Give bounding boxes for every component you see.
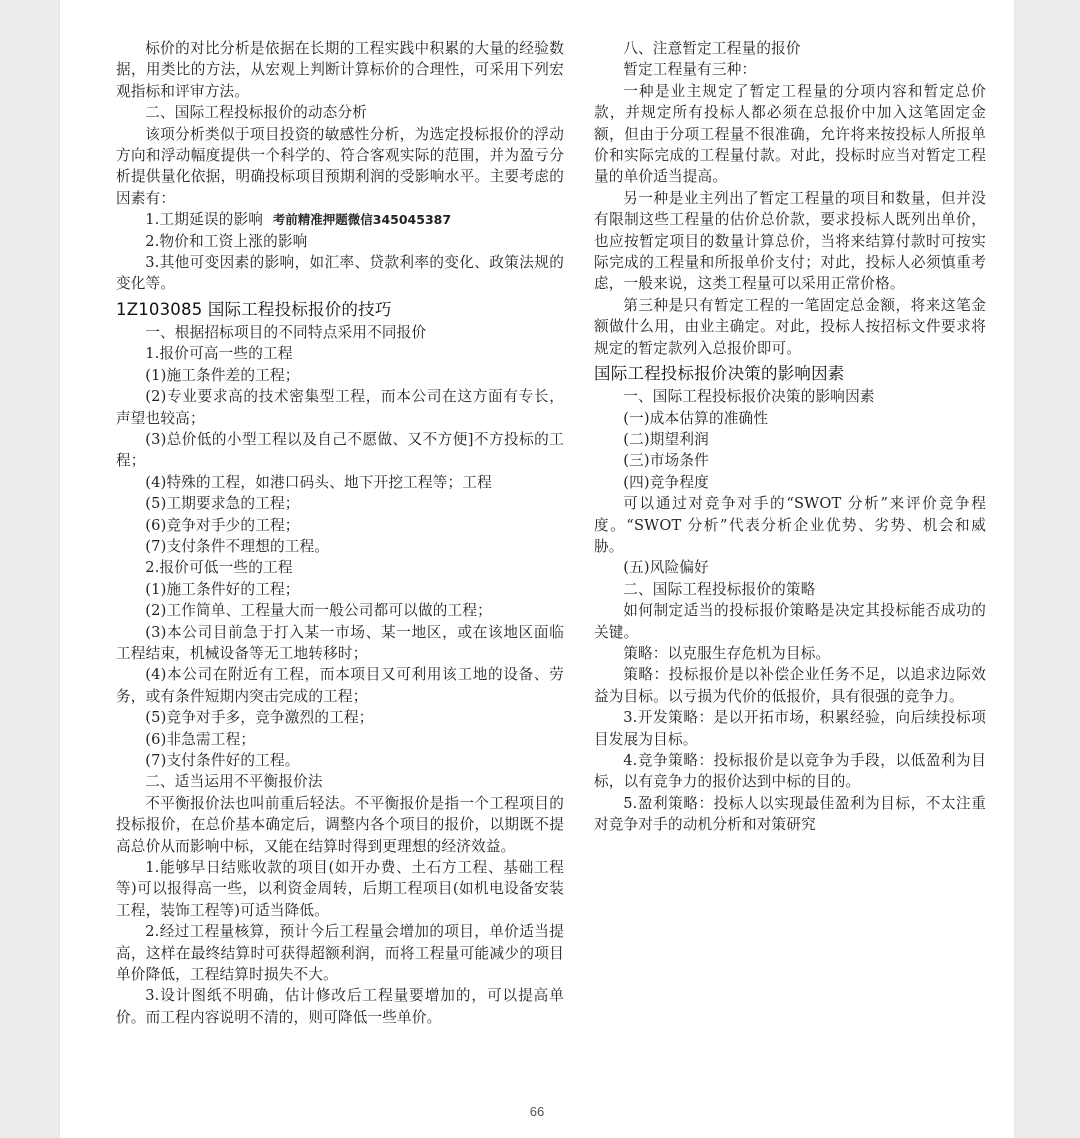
paragraph: 如何制定适当的投标报价策略是决定其投标能否成功的关键。 (594, 602, 986, 641)
paragraph: 3.设计图纸不明确，估计修改后工程量要增加的，可以提高单价。而工程内容说明不清的，则可降低一些单价。 (116, 987, 564, 1026)
list-item: 策略：投标报价是以补偿企业任务不足，以追求边际效益为目标。以亏损为代价的低报价，具有很强的竞争力。 (594, 666, 986, 705)
section-heading: 二、国际工程投标报价的策略 (623, 580, 816, 598)
list-item: (四)竞争程度 (623, 473, 709, 491)
list-item: (二)期望利润 (623, 430, 709, 448)
sub-heading: 1.报价可高一些的工程 (145, 345, 293, 363)
document-page (60, 0, 1014, 1138)
section-heading: 八、注意暂定工程量的报价 (623, 40, 801, 57)
list-item: (7)支付条件不理想的工程。 (145, 537, 330, 555)
list-item: 5.盈利策略：投标人以实现最佳盈利为目标，不太注重对竞争对手的动机分析和对策研究 (594, 794, 986, 834)
left-column (116, 38, 564, 1028)
list-item: (2)专业要求高的技术密集型工程，而本公司在这方面有专长，声望也较高； (116, 388, 564, 427)
list-item: 2.物价和工资上涨的影响 (145, 232, 308, 250)
list-item-text: 1.工期延误的影响 (145, 211, 264, 229)
section-heading: 二、国际工程投标报价的动态分析 (145, 104, 368, 122)
list-item: (6)非急需工程； (145, 730, 256, 748)
watermark-text: 考前精准押题微信345045387 (272, 212, 452, 228)
list-item: (3)本公司目前急于打入某一市场、某一地区，或在该地区面临工程结束，机械设备等无工地转移时； (116, 623, 564, 662)
list-item: (1)施工条件好的工程； (145, 580, 300, 598)
list-item: (5)竞争对手多，竞争激烈的工程； (145, 709, 374, 727)
section-title: 1Z103085 国际工程投标报价的技巧 (116, 299, 392, 319)
paragraph: 该项分析类似于项目投资的敏感性分析，为选定投标报价的浮动方向和浮动幅度提供一个科学的、符合客观实际的范围，并为盈亏分析提供量化依据，明确投标项目预期利润的受影响水平。主要考虑的因素有： (116, 125, 564, 207)
list-item: 4.竞争策略：投标报价是以竞争为手段，以低盈利为目标，以有竞争力的报价达到中标的目的。 (594, 752, 986, 791)
list-item: (1)施工条件差的工程； (145, 366, 300, 384)
right-column (594, 38, 986, 836)
list-item: (4)特殊的工程，如港口码头、地下开挖工程等；工程 (145, 473, 492, 491)
list-item: (一)成本估算的准确性 (623, 409, 769, 427)
paragraph: 不平衡报价法也叫前重后轻法。不平衡报价是指一个工程项目的投标报价，在总价基本确定后，调整内各个项目的报价，以期既不提高总价从而影响中标，又能在结算时得到更理想的经济效益。 (116, 794, 564, 855)
list-item: (6)竞争对手少的工程； (145, 516, 300, 534)
section-heading: 一、根据招标项目的不同特点采用不同报价 (145, 323, 427, 341)
list-item (116, 209, 564, 230)
sub-heading: 2.报价可低一些的工程 (145, 559, 293, 577)
list-item: (五)风险偏好 (623, 559, 709, 577)
list-item: 策略：以克服生存危机为目标。 (623, 644, 831, 662)
paragraph: 另一种是业主列出了暂定工程量的项目和数量，但并没有限制这些工程量的估价总价款，要求投标人既列出单价，也应按暂定项目的数量计算总价，当将来结算付款时可按实际完成的工程量和所报单价支付；对此，投标人必须慎重考虑，一般来说，这类工程量可以采用正常价格。 (594, 189, 986, 293)
list-item: 3.其他可变因素的影响，如汇率、贷款利率的变化、政策法规的变化等。 (116, 254, 564, 293)
list-item: (4)本公司在附近有工程，而本项目又可利用该工地的设备、劳务，或有条件短期内突击完成的工程； (116, 666, 564, 705)
list-item: (7)支付条件好的工程。 (145, 752, 300, 769)
paragraph: 1.能够早日结账收款的项目(如开办费、土石方工程、基础工程等)可以报得高一些，以利资金周转，后期工程项目(如机电设备安装工程，装饰工程等)可适当降低。 (116, 859, 564, 919)
paragraph: 第三种是只有暂定工程的一笔固定总金额，将来这笔金额做什么用，由业主确定。对此，投标人按招标文件要求将规定的暂定款列入总报价即可。 (594, 296, 986, 357)
list-item: (三)市场条件 (623, 452, 709, 470)
page-number: 66 (529, 1104, 545, 1119)
list-item: (5)工期要求急的工程； (145, 495, 300, 513)
section-title: 国际工程投标报价决策的影响因素 (594, 364, 845, 384)
paragraph: 标价的对比分析是依据在长期的工程实践中积累的大量的经验数据，用类比的方法，从宏观上判断计算标价的合理性，可采用下列宏观指标和评审方法。 (116, 40, 564, 100)
paragraph: 可以通过对竞争对手的“SWOT 分析”来评价竞争程度。“SWOT 分析”代表分析企业优势、劣势、机会和威胁。 (594, 495, 986, 555)
paragraph: 一种是业主规定了暂定工程量的分项内容和暂定总价款，并规定所有投标人都必须在总报价中加入这笔固定金额，但由于分项工程量不很准确，允许将来按投标人所报单价和实际完成的工程量付款。对此，投标时应当对暂定工程量的单价适当提高。 (594, 82, 986, 186)
paragraph: 暂定工程量有三种： (623, 61, 757, 79)
list-item: (3)总价低的小型工程以及自己不愿做、又不方便]不方投标的工程； (116, 430, 564, 470)
list-item: (2)工作简单、工程量大而一般公司都可以做的工程； (145, 602, 492, 620)
paragraph: 2.经过工程量核算，预计今后工程量会增加的项目，单价适当提高，这样在最终结算时可获得超额利润，而将工程量可能减少的项目单价降低，工程结算时损失不大。 (116, 923, 564, 984)
section-heading: 二、适当运用不平衡报价法 (145, 773, 323, 791)
list-item: 3.开发策略：是以开拓市场，积累经验，向后续投标项目发展为目标。 (594, 709, 986, 748)
section-heading: 一、国际工程投标报价决策的影响因素 (623, 388, 875, 406)
